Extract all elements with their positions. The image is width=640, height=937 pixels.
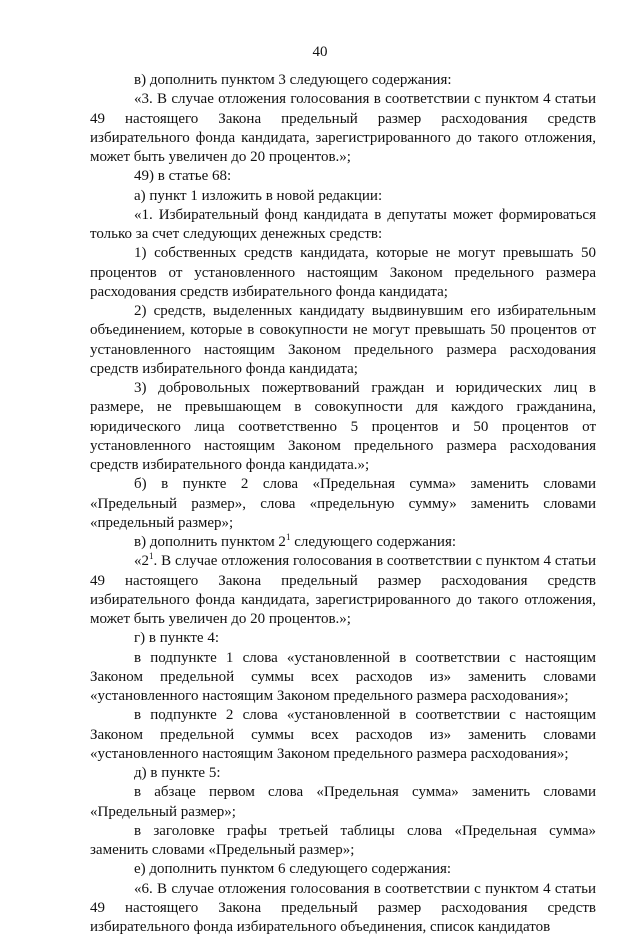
paragraph: в заголовке графы третьей таблицы слова «Предельная сумма» заменить словами «Предельный размер»; xyxy=(90,822,596,861)
paragraph: в подпункте 2 слова «установленной в соответствии с настоящим Законом предельной суммы всех расходов из» заменить словами «установленного настоящим Законом предельного размера расходования»; xyxy=(90,706,596,764)
paragraph: «3. В случае отложения голосования в соответствии с пунктом 4 статьи 49 настоящего Закона предельный размер расходования средств избирательного фонда кандидата, зарегистрированного до такого отложения, может быть увеличен до 20 процентов.»; xyxy=(90,90,596,167)
paragraph: г) в пункте 4: xyxy=(90,629,596,648)
paragraph: 1) собственных средств кандидата, которые не могут превышать 50 процентов от установленного настоящим Законом предельного размера расходования средств избирательного фонда кандидата; xyxy=(90,244,596,302)
text-segment: в) дополнить пунктом 2 xyxy=(134,534,286,550)
paragraph: «6. В случае отложения голосования в соответствии с пунктом 4 статьи 49 настоящего Закона предельный размер расходования средств избирательного фонда избирательного объединения, список кандидатов xyxy=(90,880,596,937)
paragraph: в) дополнить пунктом 3 следующего содержания: xyxy=(90,71,596,90)
text-segment: следующего содержания: xyxy=(290,534,456,550)
paragraph: в подпункте 1 слова «установленной в соответствии с настоящим Законом предельной суммы всех расходов из» заменить словами «установленного настоящим Законом предельного размера расходования»; xyxy=(90,649,596,707)
paragraph: б) в пункте 2 слова «Предельная сумма» заменить словами «Предельный размер», слова «предельную сумму» заменить словами «предельный размер»; xyxy=(90,475,596,533)
paragraph: 2) средств, выделенных кандидату выдвинувшим его избирательным объединением, которые в совокупности не могут превышать 50 процентов от установленного настоящим Законом предельного размера расходования средств избирательного фонда кандидата; xyxy=(90,302,596,379)
superscript: 1 xyxy=(286,532,291,542)
superscript: 1 xyxy=(149,551,154,561)
paragraph: а) пункт 1 изложить в новой редакции: xyxy=(90,187,596,206)
paragraph xyxy=(90,533,596,552)
paragraph: в абзаце первом слова «Предельная сумма» заменить словами «Предельный размер»; xyxy=(90,783,596,822)
paragraph: «1. Избирательный фонд кандидата в депутаты может формироваться только за счет следующих денежных средств: xyxy=(90,206,596,245)
paragraph: 3) добровольных пожертвований граждан и юридических лиц в размере, не превышающем в совокупности для каждого гражданина, юридического лица соответственно 5 процентов и 50 процентов от установленного настоящим Законом предельного размера расходования средств избирательного фонда кандидата.»; xyxy=(90,379,596,475)
text-segment: «2 xyxy=(134,553,149,569)
document-body xyxy=(90,71,596,937)
page-number: 40 xyxy=(0,43,640,61)
paragraph: е) дополнить пунктом 6 следующего содержания: xyxy=(90,860,596,879)
paragraph xyxy=(90,552,596,629)
text-segment: . В случае отложения голосования в соответствии с пунктом 4 статьи 49 настоящего Закона предельный размер расходования средств избирательного фонда кандидата, зарегистрированного до такого отложения, может быть увеличен до 20 процентов.»; xyxy=(90,553,596,627)
paragraph: д) в пункте 5: xyxy=(90,764,596,783)
paragraph: 49) в статье 68: xyxy=(90,167,596,186)
